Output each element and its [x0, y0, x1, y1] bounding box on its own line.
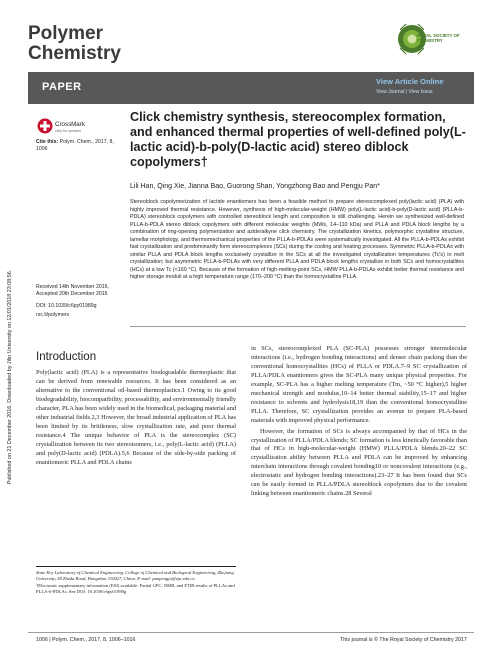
citation [36, 139, 116, 154]
view-journal-issue-link[interactable]: View Journal | View Issue [376, 89, 433, 95]
doi[interactable]: DOI: 10.1039/c6py01989g [36, 303, 97, 309]
paper-type-label: PAPER [42, 81, 82, 93]
cite-text: Polym. Chem., 2017, 8, 1006 [36, 139, 114, 153]
crossmark-label: CrossMark [55, 121, 85, 128]
footer-divider [28, 632, 474, 633]
received-dates: Received 14th November 2016, Accepted 20th December 2016 [36, 284, 109, 298]
download-watermark-text: Published on 21 December 2016. Downloaded by Jilin University on 12/01/2018 23:08:56. [7, 269, 13, 485]
journal-title-line2: Chemistry [28, 43, 121, 64]
rsc-logo-text: ROYAL SOCIETY OF CHEMISTRY [417, 33, 460, 44]
footnote-divider [36, 566, 236, 567]
view-article-online-link[interactable]: View Article Online [376, 77, 444, 86]
intro-paragraph-3: However, the formation of SCs is always accompanied by that of HCs in the crystallization of PLLA/PDLA blends; SC formation is less kinetically favorable than that of HCs in high-molecular-weight (HMW) PLLA/PDLA blends.20–22 SC crystallization ability between PLLA and PDLA can be improved by enhancing interchain interactions through covalent bonding10 or noncovalent interactions (e.g., electrostatic and hydrogen bonding interactions).23–27 It has been found that SCs can be easily formed in PLLA/PDLA stereoblock copolymers due to the covalent linking between enantiomeric chains.28 Several [251, 427, 467, 498]
crossmark-sub: click for updates [55, 129, 81, 133]
journal-title-line1: Polymer [28, 23, 103, 44]
esi-note: †Electronic supplementary information (ESI) available: Partial GPC, NMR, and FTIR results of PLLAs and PLLA-b-PDLAs. See DOI: 10.1039/c6py01989g [36, 583, 235, 595]
affiliation-note: State Key Laboratory of Chemical Engineering, College of Chemical and Biological Engineering, Zhejiang University, 38 Zheda Road, Hangzhou 310027, China. E-mail: panpengju@zju.edu.cn [36, 570, 234, 582]
crossmark-badge[interactable] [36, 116, 96, 136]
intro-paragraph-2: in SCs, stereocomplexed PLA (SC-PLA) possesses stronger intermolecular interactions (i.e., hydrogen bonding interactions) and denser chain packing than the conventional homocrystallites (HCs) of PLLA or PDLA.7–9 SC crystallization of PLLA/PDLA enantiomers gives the SC-PLA many unique physical properties. For example, SC-PLA has a higher melting temperature (Tm, ~50 °C higher),5 higher mechanical strength and modulus,10–14 better thermal stability,15–17 and higher resistance to solvents and hydrolysis18,19 than the conventional homocrystalline PLLA. Therefore, SC crystallization provides an avenue to prepare PLA-based materials with improved physical performance. [251, 345, 467, 424]
section-heading-introduction: Introduction [36, 351, 97, 363]
intro-paragraph-1: Poly(lactic acid) (PLA) is a representative biodegradable thermoplastic that can be derived from renewable resources. It has been considered as an alternative to the conventional oil-based thermoplastics.1 Owing to its good biodegradability, biocompatibility, processability, and environmentally friendly character, PLA has been widely used in the biomedical, packaging material and other industrial fields.2,3 However, the broad industrial application of PLA has been limited by its brittleness, slow crystallization rate, and poor thermal resistance.4 The unique behavior of PLA is the stereocomplex (SC) crystallization between its two stereoisomers, i.e., poly(L-lactic acid) (PLLA) and poly(D-lactic acid) (PDLA).5,6 Because of the side-by-side packing of enantiomeric PLLA and PDLA chains [36, 369, 236, 466]
footer-page-info: 1006 | Polym. Chem., 2017, 8, 1006–1016 [36, 637, 136, 643]
author-list: Lili Han, Qing Xie, Jianna Bao, Guorong Shan, Yongzhong Bao and Pengju Pan* [130, 183, 380, 190]
abstract: Stereoblock copolymerization of lactide enantiomers has been a feasible method to prepare stereocomplexed poly(lactic acid) (PLA) with highly improved thermal resistance. However, synthesis of high-molecular-weight (HMW) poly(L-lactic acid)-b-poly(D-lactic acid) (PLLA-b-PDLA) stereoblock copolymers with controlled stereoblock length and composition is still challenging. Herein we synthesized well-defined PLLA-b-PDLA stereo diblock copolymers with different molecular weights (MWs, 14–110 kDa) and PLLA and PDLA block lengths by a combination of ring-opening polymerization and azide/alkyne click chemistry. The crystallization kinetics, polymorphic crystalline structure, lamellar morphology, and thermomechanical properties of the PLLA-b-PDLAs were systematically investigated. All the PLLA-b-PDLAs exhibit fast crystallization and predominantly form stereocomplexes (SCs) during the cooling and heating processes. Symmetric PLLA-b-PDLAs with similar PLLA and PDLA block lengths exclusively crystallize in the SCs at all the investigated crystallization temperatures (Tc's) in melt crystallization; but asymmetric PLLA-b-PDLAs with very different PLLA and PDLA block lengths crystallize in both SCs and homocrystallites (HCs) at a low Tc (<160 °C). Because of the formation of high-melting-point SCs, HMW PLLA-b-PDLAs exhibit better thermal resistance and higher storage moduli at a high temperature range (170–200 °C) than the homocrystalline PLLA. [130, 199, 464, 281]
journal-title [28, 24, 121, 64]
intro-right-column [251, 345, 467, 499]
footnotes [36, 570, 236, 595]
footer-copyright: This journal is © The Royal Society of Chemistry 2017 [340, 637, 467, 643]
abstract-divider [130, 326, 466, 327]
download-watermark [4, 122, 13, 632]
intro-left-column [36, 369, 236, 467]
article-title: Click chemistry synthesis, stereocomplex formation, and enhanced thermal properties of well-defined poly(L-lactic acid)-b-poly(D-lactic acid) stereo diblock copolymers† [130, 110, 466, 169]
journal-link[interactable]: rsc.li/polymers [36, 312, 70, 318]
cite-label: Cite this: [36, 139, 59, 145]
